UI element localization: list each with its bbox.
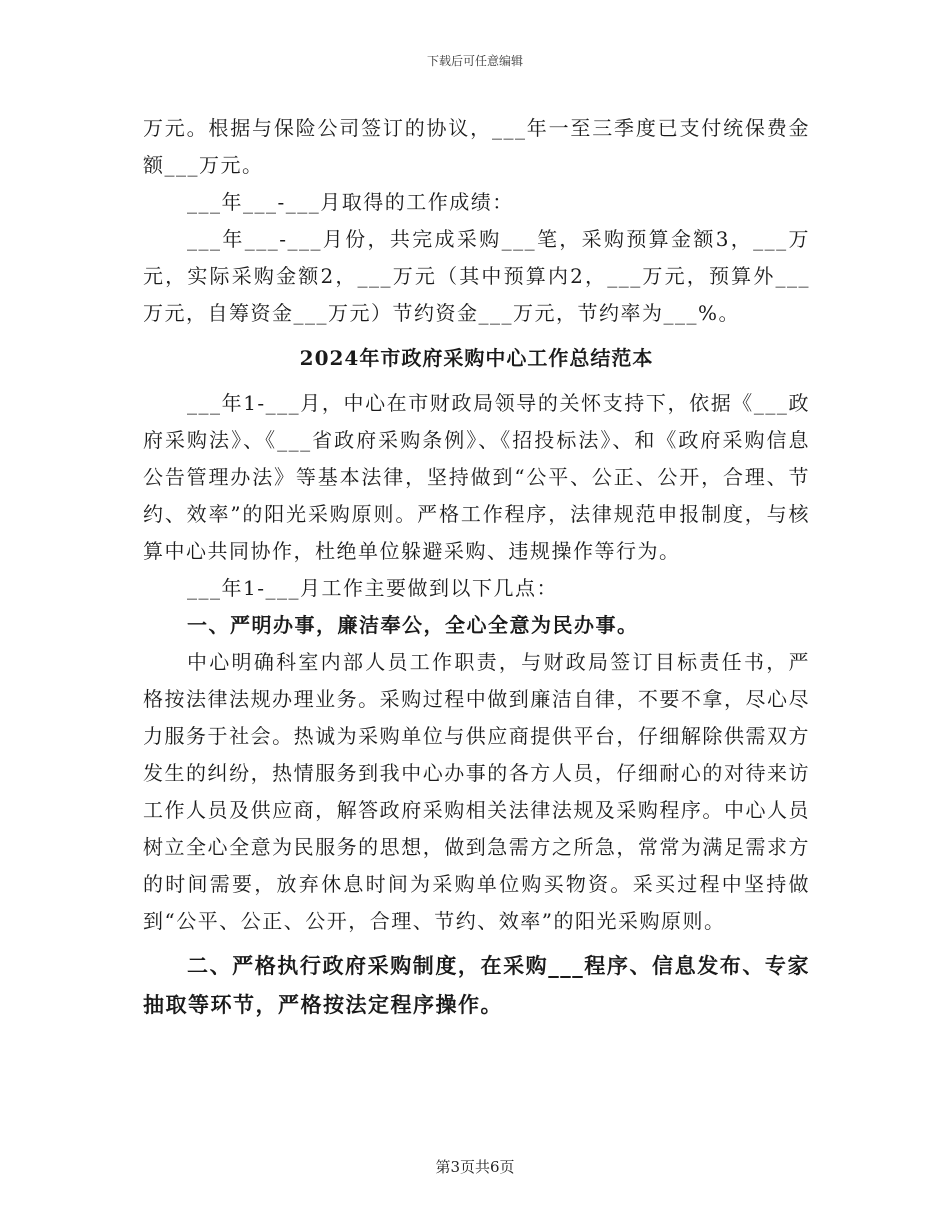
heading-point-two: 二、严格执行政府采购制度，在采购___程序、信息发布、专家抽取等环节，严格按法定程序操作。: [143, 953, 810, 1017]
section-title: 2024年市政府采购中心工作总结范本: [299, 346, 654, 370]
paragraph-points-lead: ___年1-___月工作主要做到以下几点：: [187, 576, 558, 600]
heading-point-one: 一、严明办事，廉洁奉公，全心全意为民办事。: [187, 613, 639, 637]
page-header-note: 下载后可任意编辑: [426, 54, 523, 68]
page-number: 第3页共6页: [435, 1158, 515, 1176]
document-body: [143, 110, 810, 1024]
paragraph-insurance: 万元。根据与保险公司签订的协议，___年一至三季度已支付统保费金额___万元。: [143, 116, 810, 177]
paragraph-procurement-stats: ___年___-___月份，共完成采购___笔，采购预算金额3，___万元，实际采购金额2，___万元（其中预算内2，___万元，预算外___万元，自筹资金___万元）节约资金___万元，节约率为___%。: [143, 227, 810, 325]
paragraph-point-one-body: 中心明确科室内部人员工作职责，与财政局签订目标责任书，严格按法律法规办理业务。采购过程中做到廉洁自律，不要不拿，尽心尽力服务于社会。热诚为采购单位与供应商提供平台，仔细解除供需双方发生的纠纷，热情服务到我中心办事的各方人员，仔细耐心的对待来访工作人员及供应商，解答政府采购相关法律法规及采购程序。中心人员树立全心全意为民服务的思想，做到急需方之所急，常常为满足需求方的时间需要，放弃休息时间为采购单位购买物资。采买过程中坚持做到“公平、公正、公开，合理、节约、效率”的阳光采购原则。: [143, 650, 810, 933]
paragraph-achievements-heading: ___年___-___月取得的工作成绩：: [187, 190, 514, 214]
paragraph-intro: ___年1-___月，中心在市财政局领导的关怀支持下，依据《___政府采购法》、《___省政府采购条例》、《招投标法》、和《政府采购信息公告管理办法》等基本法律，坚持做到“公平、公正、公开，合理、节约、效率”的阳光采购原则。严格工作程序，法律规范申报制度，与核算中心共同协作，杜绝单位躲避采购、违规操作等行为。: [143, 391, 810, 563]
